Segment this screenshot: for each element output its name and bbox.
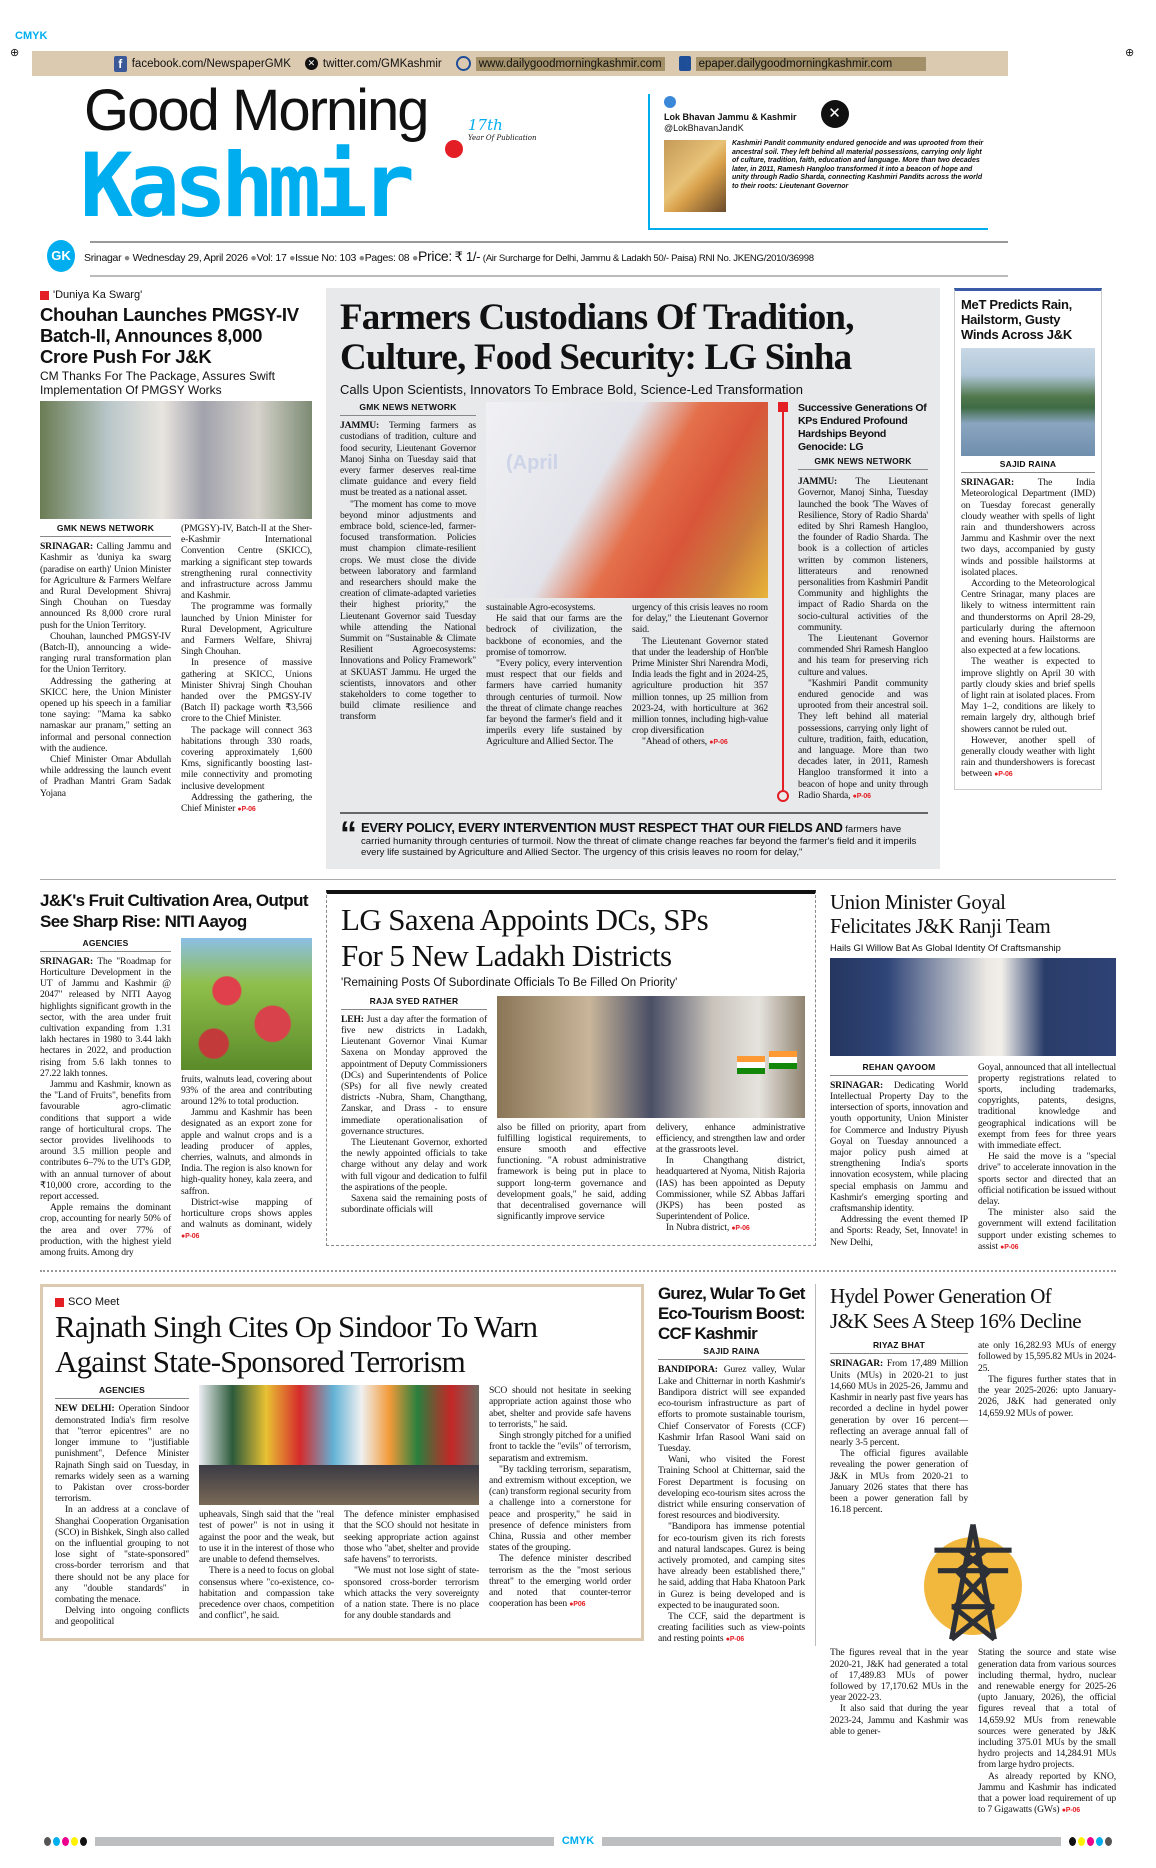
info-line: Srinagar ● Wednesday 29, April 2026 ●Vol: 17 ●Issue No: 103 ●Pages: 08 ●Price: ₹ 1/- (Air Surcharge for Delhi, Jammu & Ladakh 50/- Paisa) RNI No. JKENG/2010/36998 — [84, 248, 814, 264]
epaper-link[interactable] — [679, 56, 927, 71]
body-text: It also said that during the year 2023-24, Jammu and Kashmir was able to gener- — [830, 1703, 968, 1737]
story-lead — [326, 288, 940, 869]
body-text: "By tackling terrorism, separatism, and extremism without exception, we (can) transform regional security from a challenge into a cornerstone for peace and prosperity," he said in presence of defence ministers from China, Russia and other member states of the grouping. — [489, 1463, 631, 1554]
story-kp — [798, 402, 928, 802]
dateline: SRINAGAR: — [830, 1358, 884, 1370]
body-text: Jammu and Kashmir, known as the "Land of Fruits", benefits from favourable agro-climatic conditions that support a wide range of horticultural crops. The sector provides livelihoods to around 3.5 million people and contributes 6–7% to the UT's GDP, with an annual turnover of about ₹10,000 crore, according to the report accessed. — [40, 1079, 171, 1203]
hydel-col1 — [830, 1340, 968, 1515]
subhead: CM Thanks For The Package, Assures Swift Implementation Of PMGSY Works — [40, 369, 275, 397]
facebook-handle: facebook.com/NewspaperGMK — [131, 57, 291, 70]
dateline: SRINAGAR: — [40, 955, 94, 967]
story-gurez — [658, 1284, 816, 1645]
body-text: ate only 16,282.93 MUs of energy followed by 15,595.82 MUs in 2024-25. — [978, 1340, 1117, 1374]
body-text: Delving into ongoing conflicts and geopolitical — [55, 1605, 189, 1628]
story-sco — [40, 1284, 644, 1640]
page-count: Pages: 08 — [364, 252, 410, 264]
body-text: The Lieutenant Governor commended Shri Ramesh Hangloo and his team for preserving rich culture and values. — [798, 633, 928, 678]
body-text: In Changthang district, headquartered at Nyoma, Nitish Rajoria (IAS) has been appointed as Deputy Commissioner, while SZ Abbas Jaffari (JKPS) has been posted as Superintendent of Police. — [656, 1155, 805, 1223]
body-text: The figures reveal that in the year 2020-21, J&K had generated a total of 17,489.83 MUs of power followed by 17,170.62 MUs in the year 2022-23. — [830, 1647, 968, 1704]
photo-lg-saxena — [497, 996, 805, 1118]
tweet-text: Kashmiri Pandit community endured genocide and was uprooted from their ancestral soil. They left behind all material possessions, carrying only light of culture, tradition, faith, education and language. More than two decades later, in 2011, Ramesh Hangloo transformed it into a beacon of hope and unity through Radio Sharda, connecting Kashmiri Pandits across the world to their roots: Lieutenant Governor — [732, 140, 984, 190]
section-divider — [40, 879, 1116, 880]
body-text: Addressing the gathering, the Chief Minister — [181, 791, 312, 815]
body-text: upheavals, Singh said that the "real test of power" is not in using it against the poor and the weak, but to use it in the interest of those who are unable to defend themselves. — [199, 1509, 334, 1566]
body-text: "Kashmiri Pandit community endured genocide and was uprooted from their ancestral soil. They left behind all material possessions, carrying only light of culture, tradition, faith, education, and language. More than two decades later, in 2011, Ramesh Hangloo transformed it into a beacon of hope and unity through Radio Sharda, — [798, 677, 928, 801]
photo-dal-lake — [961, 348, 1095, 456]
story-hydel — [830, 1284, 1116, 1816]
body-text: Stating the source and state wise generation data from various sources including thermal, hydro, nuclear and renewable energy for 2025-26 (upto January, 2026), the official figures reveal that a total of 14,659.92 MUs from renewable sources were generated by J&K including 375.01 MUs by the small hydro projects and 14,284.91 MUs from large hydro projects. — [978, 1647, 1116, 1771]
quote-text: farmers have carried humanity through centuries of turmoil. Now the threat of climate change reaches far beyond the farmer's field and it imperils every life sustained by Agriculture and Allied Sector. The urgency of this crisis leaves no room for delay," — [361, 824, 917, 859]
body-text: As already reported by KNO, Jammu and Kashmir has indicated that a power load requirement of up to 7 Gigawatts (GWs) — [978, 1770, 1116, 1816]
anniversary-text: Year Of Publication — [468, 134, 537, 142]
hydel-headline[interactable]: Hydel Power Generation Of J&K Sees A Steep 16% Decline — [830, 1284, 1081, 1334]
masthead — [0, 0, 1156, 282]
twitter-link[interactable] — [305, 57, 442, 70]
tweet-account-name: Lok Bhavan Jammu & Kashmir — [664, 112, 797, 122]
body-text: Chief Minister Omar Abdullah while addressing the launch event of Pradhan Mantri Gram Sadak Yojana — [40, 754, 171, 799]
photo-sco-meeting — [199, 1385, 479, 1505]
footer-cmyk-mark: CMYK — [561, 1835, 595, 1848]
body-text: The weather is expected to improve slightly on April 30 with partly cloudy skies and brief spells of light rain at isolated places. From May 1–2, conditions are likely to remain largely dry, although brief showers cannot be ruled out. — [961, 656, 1095, 735]
body-text: fruits, walnuts lead, covering about 93% of the area and contributing around 12% to total production. — [181, 1073, 312, 1107]
body-text: Just a day after the formation of five new districts in Ladakh, Lieutenant Governor Vinai Kumar Saxena on Monday approved the appointment of Deputy Commissioners (DCs) and Superintendents of Police (SPs) for all five newly created districts -Nubra, Sham, Changthang, Zanskar, and Drass - to ensure immediate operationalisation of governance structures. — [341, 1013, 487, 1137]
body-text: delivery, enhance administrative efficiency, and strengthen law and order at the grassroots level. — [656, 1121, 805, 1155]
info-rule-top — [90, 241, 1008, 243]
lead-headline[interactable]: Farmers Custodians Of Tradition, Culture, Food Security: LG Sinha — [340, 297, 854, 378]
body-text: Operation Sindoor demonstrated India's firm resolve that "terror epicentres" are no longer immune to "justifiable punishment", Defence Minister Rajnath Singh said on Tuesday, in remarks widely seen as a warning to Pakistan over cross-border terrorism. — [55, 1403, 189, 1505]
tweet-card — [648, 94, 988, 230]
footer — [0, 1834, 1156, 1848]
byline: SAJID RAINA — [961, 459, 1095, 473]
tweet-photo — [664, 140, 726, 212]
dateline: JAMMU: — [798, 476, 838, 488]
facebook-icon: f — [114, 56, 127, 72]
sco-col1 — [55, 1385, 189, 1627]
body-text: Addressing the event themed IP and Sports: Ready, Set, Innovate! in New Delhi, — [830, 1214, 968, 1248]
body-text: The figures further states that in the year 2025-2026: upto January-2026, J&K had generated only 14,659.92 MUs of power. — [978, 1373, 1116, 1419]
footer-bar-right — [602, 1837, 1061, 1846]
body-text: Singh strongly pitched for a unified front to tackle the "evils" of terrorism, separatism and extremism. — [489, 1430, 631, 1464]
quote-lead: EVERY POLICY, EVERY INTERVENTION MUST RESPECT THAT OUR FIELDS AND — [361, 820, 843, 836]
power-tower-icon — [918, 1521, 1028, 1641]
epaper-url: epaper.dailygoodmorningkashmir.com — [696, 57, 927, 71]
ladakh-col2 — [497, 1122, 646, 1223]
body-text: (PMGSY)-IV, Batch-II at the Sher-e-Kashmir International Convention Centre (SKICC), marking a significant step towards strengthening rural connectivity and infrastructure across Jammu and Kashmir. — [181, 523, 312, 602]
body-text: According to the Meteorological Centre Srinagar, many places are likely to witness intermittent rain and thunderstorms on April 28-29, particularly during the afternoon and evening hours. Hailstorms are also expected at a few locations. — [961, 578, 1095, 657]
globe-icon — [456, 56, 471, 71]
issue-date: Wednesday 29, April 2026 — [132, 252, 248, 264]
jump-link[interactable]: ●P-06 — [731, 1225, 750, 1233]
body-text: He said the move is a "special drive" to accelerate innovation in the sports sector and directed that an official notification be issued without delay. — [978, 1151, 1116, 1208]
flag-icon — [737, 1056, 765, 1074]
body-text: "Bandipora has immense potential for eco-tourism given its rich forests and natural landscapes. Gurez is being actively promoted, and camping sites have already been established there," he said, adding that Haba Khatoon Park in Gurez is being developed and is expected to be inaugurated soon. — [658, 1521, 805, 1611]
lead-subhead: Calls Upon Scientists, Innovators To Embrace Bold, Science-Led Transformation — [340, 382, 803, 397]
sco-center — [199, 1385, 479, 1621]
byline: AGENCIES — [40, 938, 171, 952]
body-text: There is a need to focus on global consensus where "co-existence, co-habitation and compassion take precedence over chaos, competition and conflict", he said. — [199, 1565, 334, 1622]
tweet-handle: @LokBhavanJandK — [664, 123, 744, 133]
facebook-link[interactable] — [114, 56, 291, 72]
bottom-section — [0, 1284, 1156, 1816]
fruit-headline[interactable]: J&K's Fruit Cultivation Area, Output See Sharp Rise: NITI Aayog — [40, 890, 308, 931]
ladakh-col3 — [656, 1122, 805, 1235]
byline: GMK NEWS NETWORK — [340, 402, 476, 416]
jump-link[interactable]: ●P-06 — [725, 1636, 745, 1644]
story-met — [954, 288, 1102, 790]
red-timeline-line — [782, 402, 784, 790]
goyal-subhead: Hails GI Willow Bat As Global Identity Of Craftsmanship — [830, 941, 1061, 953]
jump-link[interactable]: ●P-06 — [1000, 1243, 1019, 1251]
kicker: 'Duniya Ka Swarg' — [40, 288, 312, 302]
x-icon: ✕ — [305, 57, 318, 70]
byline: SAJID RAINA — [658, 1346, 805, 1360]
photo-lg-sinha — [486, 402, 768, 598]
issue-number: Issue No: 103 — [295, 252, 357, 264]
body-text: The "Roadmap for Horticulture Development in the UT of Jammu and Kashmir @ 2047" released by NITI Aayog highlights significant growth in the sector, with the area under fruit cultivation expanding from 1.31 lakh hectares in 1980 to 3.44 lakh hectares in 2022, and production rising from 5.6 lakh tonnes to 27.22 lakh tonnes. — [40, 955, 171, 1079]
body-text: The programme was formally launched by Union Minister for Rural Development, Agriculture and Farmers Welfare, Shivraj Singh Chouhan. — [181, 601, 312, 658]
dateline: JAMMU: — [340, 420, 380, 432]
story-pmgsy — [40, 288, 312, 815]
verified-icon — [664, 96, 676, 108]
jump-link[interactable]: ●P-06 — [181, 1233, 200, 1241]
jump-link[interactable]: ●P-06 — [709, 739, 728, 747]
social-bar — [32, 51, 1008, 76]
website-url: www.dailygoodmorningkashmir.com — [476, 57, 665, 71]
ladakh-right — [497, 996, 805, 1235]
body-text: He said that our farms are the bedrock of civilization, the backbone of economies, and the promise of tomorrow. — [486, 613, 622, 658]
jump-link[interactable]: ●P-06 — [852, 792, 871, 800]
body-text: The minister also said the government will extend facilitation support under existing schemes to assist — [978, 1207, 1116, 1252]
kicker: SCO Meet — [55, 1295, 631, 1309]
body-text: Gurez valley, Wular Lake and Chitternar in north Kashmir's Bandipora district will see expanded eco-tourism infrastructure as part of efforts to promote sustainable tourism, Chief Conservator of Forests (CCF) Kashmir Irfan Rasool Wani said on Tuesday. — [658, 1364, 806, 1454]
dateline: LEH: — [341, 1013, 364, 1025]
lead-col1 — [340, 402, 476, 723]
goyal-headline[interactable]: Union Minister Goyal Felicitates J&K Ranji Team — [830, 889, 1051, 938]
red-square-icon — [55, 1298, 64, 1307]
jump-link[interactable]: ●P-06 — [1061, 1807, 1080, 1815]
jump-link[interactable]: ●P-06 — [237, 806, 256, 814]
body-text: "We must not lose sight of state-sponsored cross-border terrorism which attacks the very sovereignty of a nation state. There is no place for any double standards and — [344, 1565, 479, 1622]
section-divider-dashed — [40, 1270, 1116, 1272]
anniversary-number: 17th — [468, 116, 503, 134]
red-square-icon — [40, 291, 49, 300]
byline: REHAN QAYOOM — [830, 1062, 968, 1076]
registration-mark-left: ⊕ — [10, 47, 20, 59]
body-text: Goyal, announced that all intellectual property registrations related to sports, including trademarks, copyrights, patents, designs, traditional knowledge and geographical indications will be exempt from fees for three years with immediate effect. — [978, 1061, 1116, 1152]
quote-rule — [340, 812, 928, 814]
body-text: From 17,489 Million Units (MUs) in 2020-21 to just 14,660 MUs in 2025-26, Jammu and Kashmir in nearly past five years has recorded a decline in hydel power generation by over 16 percent— reflecting an average annual fall of nearly 3-5 percent. — [830, 1358, 969, 1448]
top-section — [0, 288, 1156, 869]
middle-section — [0, 890, 1156, 1259]
body-text: The CCF, said the department is creating facilities such as view-points and resting points — [658, 1610, 805, 1645]
body-text: In presence of massive gathering at SKICC, Unions Minister Shivraj Singh Chouhan handed over the PMGSY-IV (Batch II) package worth ₹3,566 crore to the Chief Minister. — [181, 657, 312, 725]
red-dot — [445, 140, 463, 158]
gurez-headline[interactable]: Gurez, Wular To Get Eco-Tourism Boost: CCF Kashmir — [658, 1284, 805, 1344]
document-icon — [679, 56, 691, 71]
story-fruit — [40, 890, 312, 1259]
body-text: Addressing the gathering at SKICC here, the Union Minister opened up his speech in a familiar tone saying: "Mama ka sabko namaskar aur pranam," setting an informal and personal connection with the audience. — [40, 675, 171, 754]
price-label: Price: — [417, 248, 452, 264]
footer-bar-left — [95, 1837, 554, 1846]
flag-icon — [769, 1051, 797, 1069]
dateline: BANDIPORA: — [658, 1364, 718, 1376]
byline: RAJA SYED RATHER — [341, 996, 487, 1010]
story-goyal — [830, 890, 1116, 1253]
dateline: SRINAGAR: — [40, 541, 94, 553]
body-text: Terming farmers as custodians of tradition, culture and food security, Lieutenant Governor Manoj Sinha on Tuesday said that every farmer deserves real-time climate guidance and every field must be treated as a national asset. — [340, 420, 476, 499]
body-text: In an address at a conclave of Shanghai Cooperation Organisation (SCO) in Bishkek, Singh also called on the influential grouping to not lose sight of "state-sponsored" cross-border terrorism and that there should not be any place for any "double standards" in combating the menace. — [55, 1504, 189, 1605]
body-text: Chouhan, launched PMGSY-IV (Batch-II), announcing a wide-ranging rural transformation plan for the Union Territory. — [40, 630, 171, 676]
kp-headline[interactable]: Successive Generations Of KPs Endured Profound Hardships Beyond Genocide: LG — [798, 402, 927, 453]
dateline: SRINAGAR: — [961, 477, 1015, 489]
dateline: NEW DELHI: — [55, 1403, 115, 1415]
body-text: The Lieutenant Governor, Manoj Sinha, Tuesday launched the book 'The Waves of Resilience, Story of Radio Sharda' edited by Shri Ramesh Hangloo, the founder of Radio Sharda. The book is a collection of articles written by common listeners, litterateurs and renowned personalities from Kashmiri Pandit Community and highlights the impact of Radio Sharda on the socio-cultural activities of the community. — [798, 476, 928, 633]
body-text: Saxena said the remaining posts of subordinate officials will — [341, 1193, 487, 1216]
body-text: Jammu and Kashmir has been designated as an export zone for apple and walnut crops and is a leading producer of apples, cherries, walnuts, and almonds in India. The region is also known for high-quality honey, kala zeera, and saffron. — [181, 1107, 312, 1197]
lead-center — [486, 402, 768, 749]
body-text: The package will connect 363 habitations through 330 roads, covering approximately 1,600 Kms, significantly boosting last-mile connectivity and promoting inclusive development — [181, 724, 312, 792]
jump-link[interactable]: ●P-06 — [994, 771, 1013, 779]
banner-text: (April — [506, 452, 559, 474]
body-text: Calling Jammu and Kashmir as 'duniya ka swarg (paradise on earth)' Union Minister for Agriculture & Farmers Welfare and Rural Development Shivraj Singh Chouhan on Tuesday announced Rs 8,000 crore rural push for the Union Territory. — [40, 541, 171, 631]
power-tower-illustration — [918, 1521, 1028, 1641]
ladakh-subhead: 'Remaining Posts Of Subordinate Officials To Be Filled On Priority' — [341, 976, 678, 989]
body-text: SCO should not hesitate in seeking appropriate action against those who abet, shelter and provide safe havens to terrorists," he said. — [489, 1385, 631, 1430]
photo-chouhan-omar — [40, 401, 312, 519]
body-text: Wani, who visited the Forest Training School at Chitternar, said the Forest Department is focusing on developing eco-tourism sites across the district while ensuring conservation of forest resources and biodiversity. — [658, 1454, 805, 1522]
red-timeline — [778, 402, 788, 802]
hydel-col4 — [978, 1647, 1116, 1816]
body-text: "The moment has come to move beyond minor adjustments and embrace bold, science-led, farmer-focused transformation. Policies must champion climate-resilient crops. We must close the divide between laboratory and farmland and researchers should make the creation of climate-adapted varieties their highest priority," the Lieutenant Governor said Tuesday while attending the National Summit on "Sustainable & Climate Resilient Agroecosystems: Innovations and Policy Framework" at SKUAST Jammu. He urged the scientists, innovators and other stakeholders to come together to build climate resilience and transform — [340, 498, 476, 723]
photo-apples — [181, 938, 312, 1070]
body-text: "Every policy, every intervention must respect that our fields and farmers have carried humanity through centuries of turmoil. Now the threat of climate change reaches far beyond the farmer's field and it imperils every life sustained by Agriculture and Allied Sector. The — [486, 658, 622, 748]
lead-col2 — [486, 602, 622, 748]
body-text: sustainable Agro-ecosystems. — [486, 602, 596, 613]
quote-mark-icon: “ — [340, 815, 357, 854]
byline: GMK NEWS NETWORK — [798, 456, 928, 470]
body-text: Apple remains the dominant crop, accounting for nearly 50% of the area and over 77% of production, with the highest yield among fruits. Among dry — [40, 1202, 171, 1259]
title-good-morning: Good Morning — [84, 78, 428, 143]
jump-link[interactable]: ●P06 — [569, 1601, 586, 1609]
dateline: SRINAGAR: — [830, 1079, 884, 1091]
byline: GMK NEWS NETWORK — [40, 523, 171, 537]
gk-logo: GK — [47, 240, 75, 272]
twitter-handle: twitter.com/GMKashmir — [322, 57, 442, 70]
sco-col3 — [344, 1509, 479, 1621]
headline[interactable]: Chouhan Launches PMGSY-IV Batch-II, Announces 8,000 Crore Push For J&K — [40, 304, 299, 367]
sco-col2 — [199, 1509, 334, 1621]
title-kashmir: Kashmir — [80, 134, 409, 237]
hydel-col3 — [830, 1647, 968, 1737]
red-timeline-circle — [777, 790, 789, 802]
ladakh-col1 — [341, 996, 487, 1216]
story-ladakh — [326, 890, 816, 1246]
hydel-col2 — [978, 1340, 1116, 1418]
photo-ranji-team — [830, 958, 1116, 1056]
byline: AGENCIES — [55, 1385, 189, 1399]
body-text: The Lieutenant Governor, exhorted the newly appointed officials to take charge without any delay and work with full vigour and dedication to fulfil the aspirations of the people. — [341, 1137, 487, 1193]
body-text: The defence minister described terrorism as the the "most serious threat" to the emerging world order and noted that counter-terror cooperation has been — [489, 1553, 631, 1610]
body-text: The Lieutenant Governor stated that under the leadership of Hon'ble Prime Minister Shri Narendra Modi, India leads the fight and in 2024-25, agriculture production hit 357 million tonnes, up 25 million from 2023-24, with horticulture at 362 million tonnes, including high-value crop diversification — [632, 635, 768, 737]
pull-quote — [340, 815, 928, 859]
body-text: also be filled on priority, apart from fulfilling logistical requirements, to ensure smooth and effective functioning. "A robust administrative framework is being put in place to support long-term governance and development goals," he said, adding that decentralised governance will significantly improve service — [497, 1121, 646, 1223]
info-rule-bottom — [90, 275, 1008, 277]
body-text: "Ahead of others, — [642, 736, 708, 748]
body-text: urgency of this crisis leaves no room for delay," the Lieutenant Governor said. — [632, 602, 768, 636]
registration-mark-right: ⊕ — [1125, 47, 1135, 59]
body-text: In Nubra district, — [666, 1222, 730, 1234]
byline: RIYAZ BHAT — [830, 1340, 968, 1354]
body-text: Dedicating World Intellectual Property Day to the intersection of sports, innovation and youth opportunity, Union Minister for Commerce and Industry Piyush Goyal on Tuesday announced a major policy push aimed at strengthening India's sports innovation ecosystem, while placing special emphasis on Jammu and Kashmir's emerging sporting and craftsmanship identity. — [830, 1079, 968, 1215]
price: ₹ 1/- — [454, 249, 481, 264]
color-dots-left — [44, 1837, 87, 1846]
surcharge-rni: (Air Surcharge for Delhi, Jammu & Ladakh 50/- Paisa) RNI No. JKENG/2010/36998 — [482, 253, 814, 264]
city: Srinagar — [84, 252, 122, 264]
lead-col3 — [632, 602, 768, 749]
x-logo-icon: ✕ — [821, 100, 849, 128]
body-text: The defence minister emphasised that the SCO should not hesitate in seeking appropriate action against those who "abet, shelter and provide safe havens" to terrorists. — [344, 1509, 479, 1566]
volume: Vol: 17 — [256, 252, 287, 264]
meeting-table — [199, 1465, 479, 1505]
ladakh-headline[interactable]: LG Saxena Appoints DCs, SPs For 5 New Ladakh Districts — [341, 901, 709, 973]
met-headline[interactable]: MeT Predicts Rain, Hailstorm, Gusty Winds Across J&K — [961, 297, 1072, 342]
anniversary-badge — [468, 116, 537, 143]
body-text: However, another spell of generally cloudy weather with light rain and thundershowers is forecast between — [961, 734, 1095, 780]
sco-headline[interactable]: Rajnath Singh Cites Op Sindoor To Warn Against State-Sponsored Terrorism — [55, 1309, 538, 1380]
cmyk-mark: CMYK — [15, 30, 48, 42]
color-dots-right — [1069, 1837, 1112, 1846]
website-link[interactable] — [456, 56, 665, 71]
body-text: District-wise mapping of horticulture crops shows apples and walnuts as dominant, widely — [181, 1196, 312, 1231]
body-text: The India Meteorological Department (IMD) on Tuesday forecast generally cloudy weather with spells of light rain and thundershowers across Jammu and Kashmir over the next two days, accompanied by gusty winds and possible hailstorms at isolated places. — [961, 477, 1095, 578]
body-text: The official figures available revealing the power generation of J&K in MUs from 2020-21 to January 2026 states that there has been a power generation fall by 16.18 percent. — [830, 1448, 968, 1516]
sco-col4 — [489, 1385, 631, 1610]
